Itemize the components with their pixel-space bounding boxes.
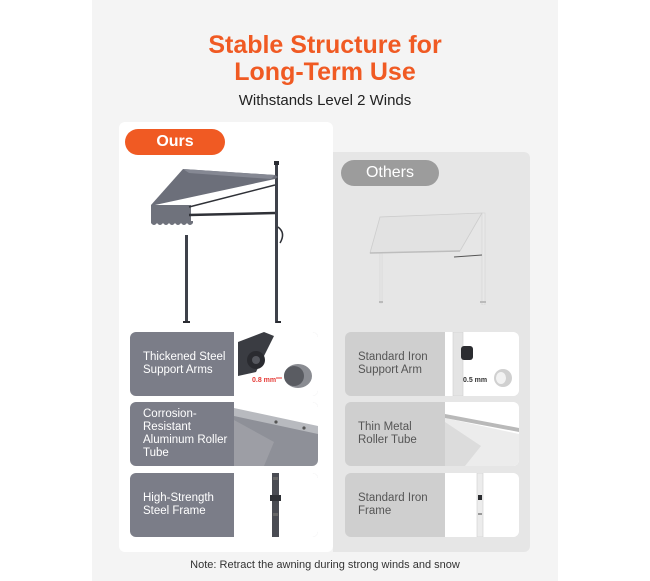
feature-label: Thickened Steel Support Arms [143, 351, 226, 376]
others-feature-iron-frame [345, 473, 519, 537]
feature-label: High-Strength Steel Frame [143, 492, 214, 517]
feature-label: Standard Iron Support Arm [358, 351, 428, 376]
others-feature-support-arm [345, 332, 519, 396]
support-arm-detail-image [234, 332, 318, 396]
ours-feature-support-arms [130, 332, 318, 396]
others-awning-illustration [350, 195, 500, 305]
ours-badge: Ours [125, 129, 225, 155]
others-badge: Others [341, 160, 439, 186]
feature-label: Standard Iron Frame [358, 492, 428, 517]
ours-feature-steel-frame [130, 473, 318, 537]
steel-frame-detail-image [234, 473, 318, 537]
support-arm-detail-image [445, 332, 519, 396]
roller-tube-detail-image [234, 402, 318, 466]
ours-feature-roller-tube [130, 402, 318, 466]
feature-label: Corrosion-Resistant Aluminum Roller Tube [143, 408, 228, 459]
measure-label: 0.8 mm [252, 377, 277, 384]
footer-note: Note: Retract the awning during strong winds and snow [190, 559, 460, 571]
measure-label: 0.5 mm [463, 377, 488, 384]
roller-tube-detail-image [445, 402, 519, 466]
ours-awning-illustration [125, 155, 325, 325]
headline-line-2: Long-Term Use [234, 58, 416, 86]
feature-label: Thin Metal Roller Tube [358, 421, 417, 446]
iron-frame-detail-image [445, 473, 519, 537]
others-feature-roller-tube [345, 402, 519, 466]
subtitle: Withstands Level 2 Winds [238, 92, 412, 109]
headline-line-1: Stable Structure for [208, 31, 442, 59]
